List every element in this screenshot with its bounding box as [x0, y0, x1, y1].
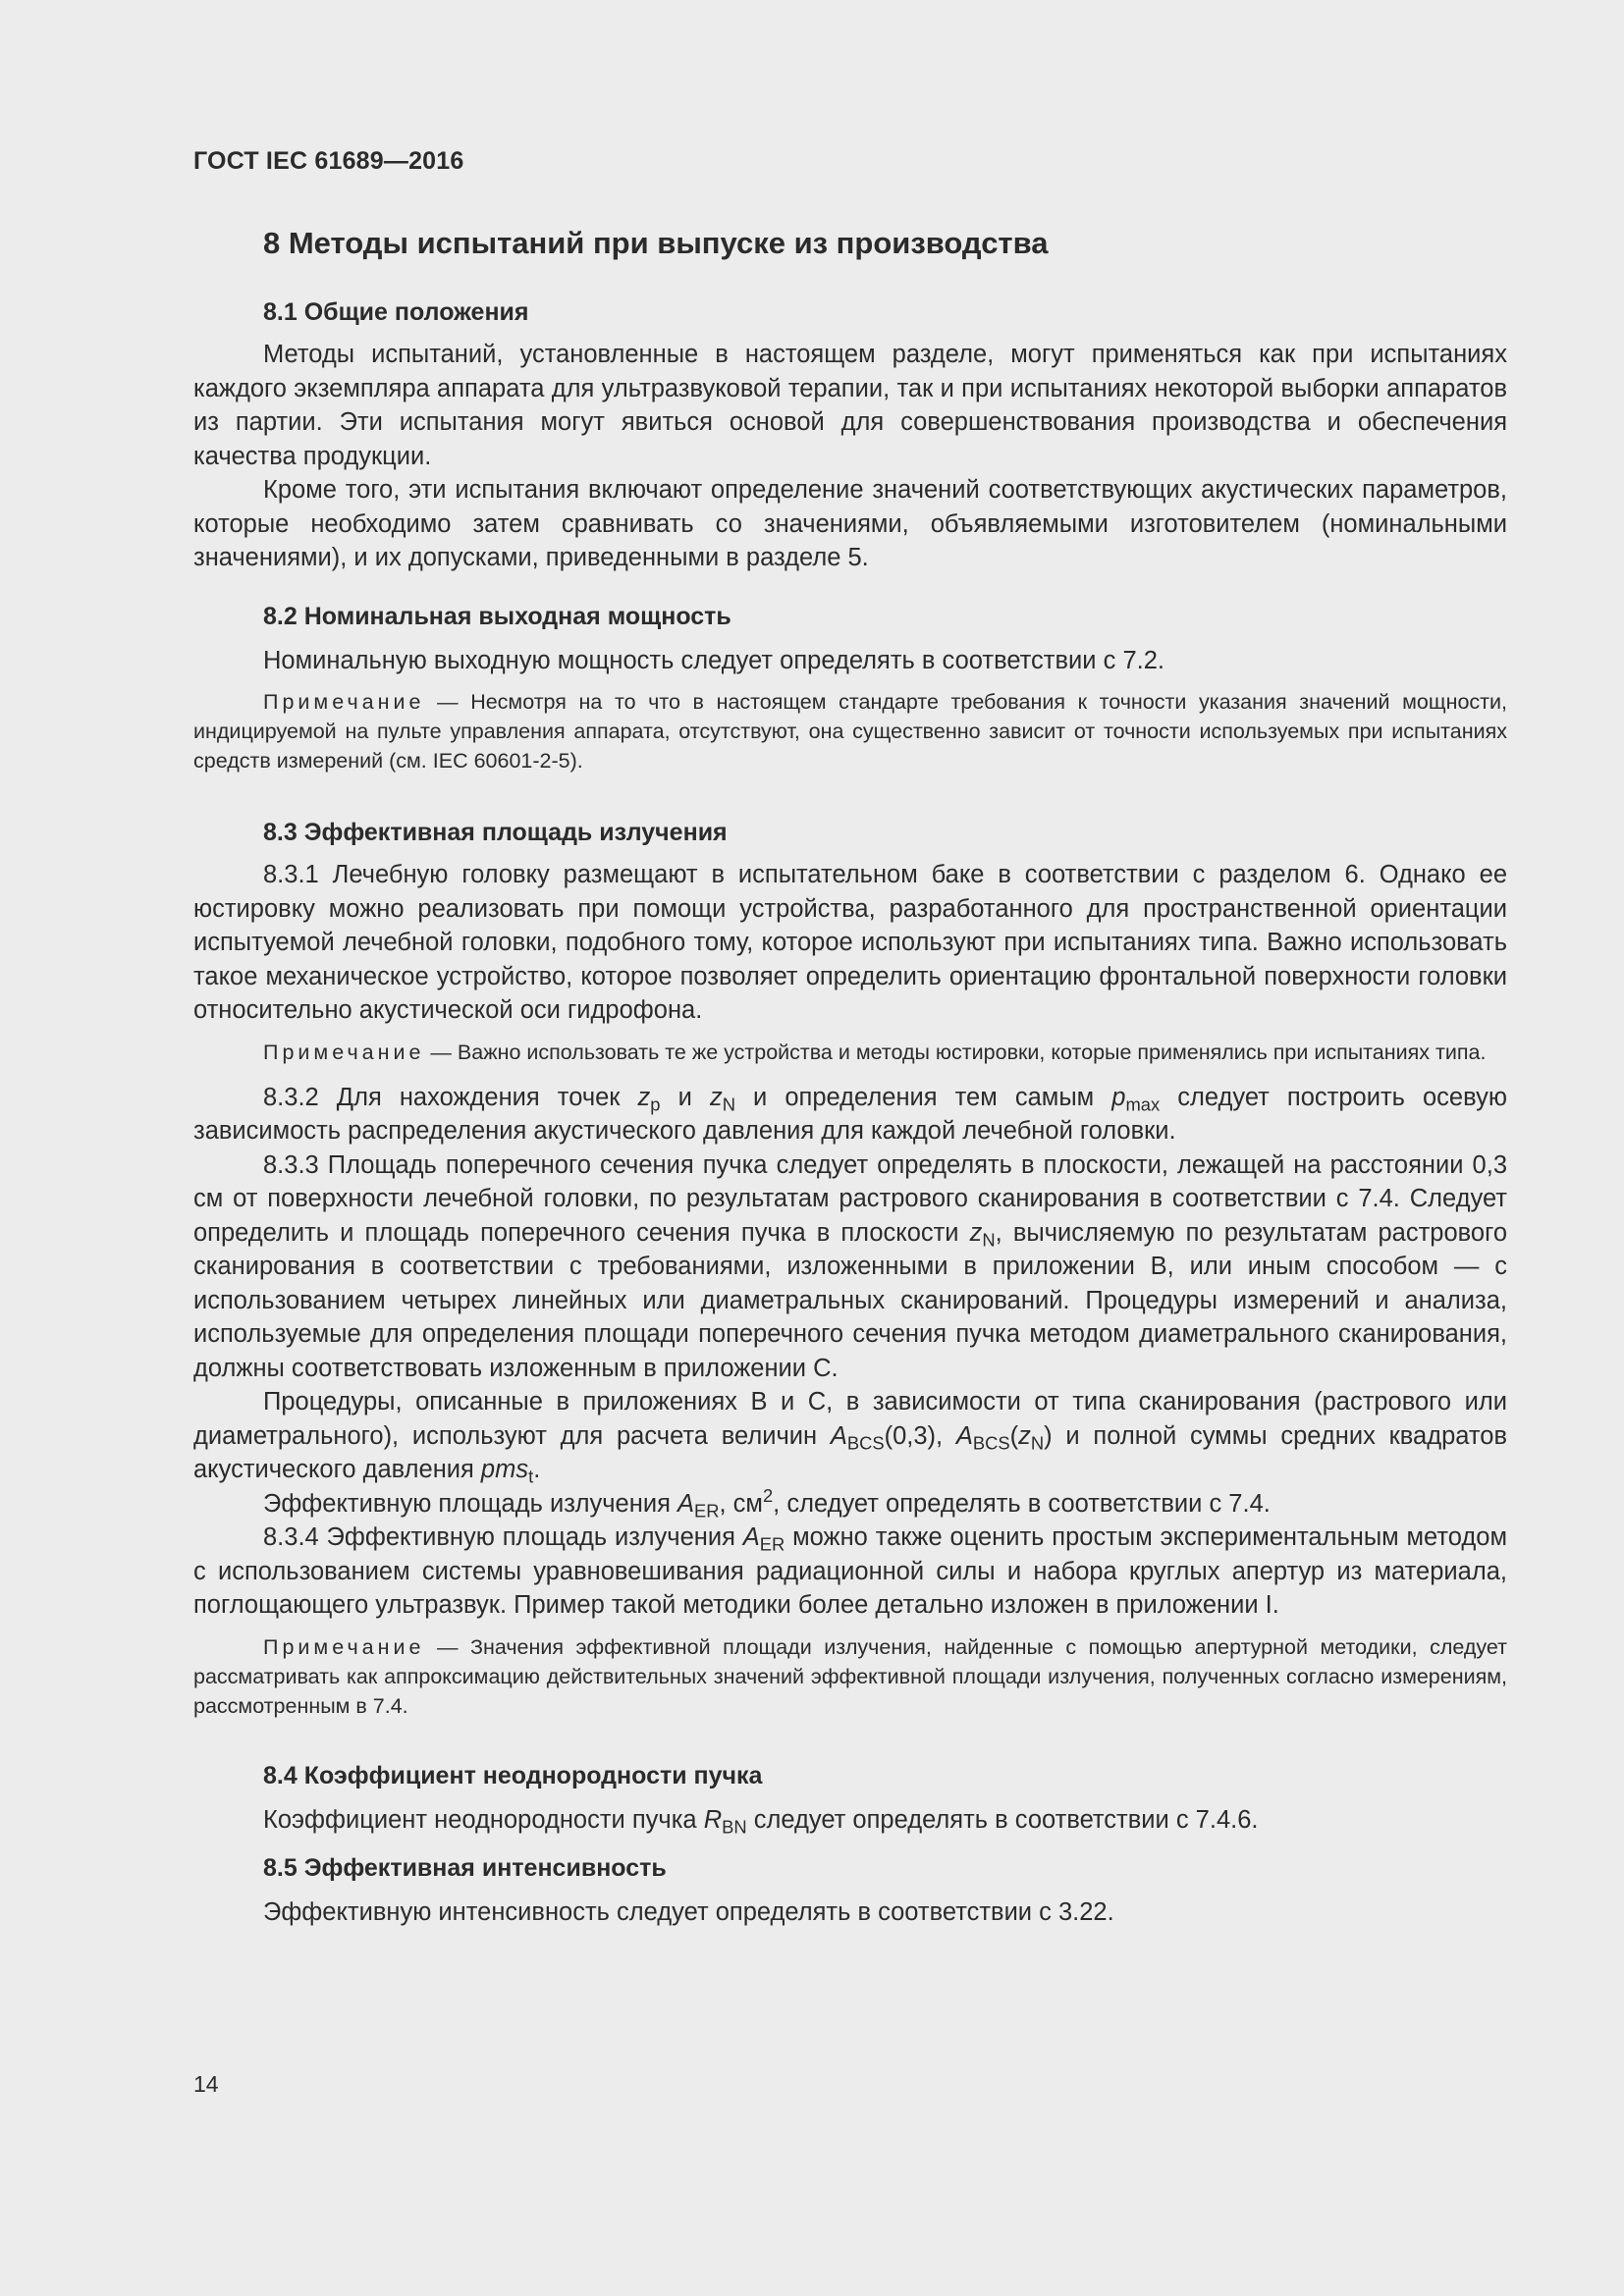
- section-8-3-note-2: [193, 1632, 1507, 1721]
- section-8-3-3-paragraph-3: Эффективную площадь излучения $A_{ER}$, $см^2$, следует определять в соответствии с 7.4.: [263, 1484, 1271, 1521]
- note-text: — Несмотря на то что в настоящем стандарте требования к точности указания значений мощности, индицируемой на пульте управления аппарата, отсутствуют, она существенно зависит от точности используемых при испытаниях средств измерений (см. IEC 60601-2-5).: [193, 690, 1507, 773]
- note-text: — Значения эффективной площади излучения, найденные с помощью апертурной методики, следует рассматривать как аппроксимацию действительных значений эффективной площади излучения, полученных согласно измерениям, рассмотренным в 7.4.: [193, 1634, 1507, 1718]
- note-label: Примечание: [263, 690, 425, 714]
- section-8-1-title: 8.1 Общие положения: [263, 298, 529, 326]
- section-8-4-title: 8.4 Коэффициент неоднородности пучка: [263, 1761, 763, 1789]
- section-8-1-paragraph-1: Методы испытаний, установленные в настоящем разделе, могут применяться как при испытаниях каждого экземпляра аппарата для ультразвуковой терапии, так и при испытаниях некоторой выборки аппаратов из партии. Эти испытания могут явиться основой для совершенствования производства и обеспечения качества продукции.: [193, 341, 1507, 470]
- section-8-3-3-paragraph: 8.3.3 Площадь поперечного сечения пучка следует определять в плоскости, лежащей на расстоянии 0,3 см от поверхности лечебной головки, по результатам растрового сканирования в соответствии с 7.4. Следует определить и площадь поперечного сечения пучка в плоскости $z_N$, вычисляемую по результатам растрового сканирования в соответствии с требованиями, изложенными в приложении В, или иным способом — с использованием четырех линейных или диаметральных сканирований. Процедуры измерений и анализа, используемые для определения площади поперечного сечения пучка методом диаметрального сканирования, должны соответствовать изложенным в приложении С.: [193, 1150, 1507, 1382]
- section-8-3-3-paragraph-2: Процедуры, описанные в приложениях В и С, в зависимости от типа сканирования (растрового или диаметрального), используют для расчета величин $A_{BCS}(0,3)$, $A_{BCS}(z_N)$ и полной суммы средних квадратов акустического давления pms$_t$.: [193, 1388, 1507, 1487]
- section-8-5-title: 8.5 Эффективная интенсивность: [263, 1854, 667, 1882]
- page-content: [193, 218, 1507, 1930]
- section-8-2-title: 8.2 Номинальная выходная мощность: [263, 602, 731, 630]
- section-8-3-4-paragraph: 8.3.4 Эффективную площадь излучения $A_{ER}$ можно также оценить простым экспериментальным методом с использованием системы уравновешивания радиационной силы и набора круглых апертур из материала, поглощающего ультразвук. Пример такой методики более детально изложен в приложении I.: [193, 1523, 1507, 1619]
- note-text: — Важно использовать те же устройства и методы юстировки, которые применялись при испытаниях типа.: [424, 1040, 1487, 1064]
- section-8-4-paragraph: Коэффициент неоднородности пучка $R_{BN}$ следует определять в соответствии с 7.4.6.: [263, 1805, 1259, 1837]
- section-8-3-1-paragraph: 8.3.1 Лечебную головку размещают в испытательном баке в соответствии с разделом 6. Однако ее юстировку можно реализовать при помощи устройства, разработанного для пространственной ориентации испытуемой лечебной головки, подобного тому, которое используют при испытаниях типа. Важно использовать такое механическое устройство, которое позволяет определить ориентацию фронтальной поверхности головки относительно акустической оси гидрофона.: [193, 861, 1507, 1024]
- document-header: ГОСТ IEC 61689—2016: [193, 147, 464, 175]
- section-8-title: 8 Методы испытаний при выпуске из производства: [263, 226, 1049, 260]
- section-8-2-note: [193, 687, 1507, 775]
- section-8-1-paragraph-2: Кроме того, эти испытания включают определение значений соответствующих акустических параметров, которые необходимо затем сравнивать со значениями, объявляемыми изготовителем (номинальными значениями), и их допусками, приведенными в разделе 5.: [193, 476, 1507, 571]
- note-label: Примечание: [263, 1634, 425, 1659]
- section-8-2-paragraph-1: Номинальную выходную мощность следует определять в соответствии с 7.2.: [263, 646, 1164, 674]
- section-8-3-2-paragraph: 8.3.2 Для нахождения точек $z_p$ и $z_N$ и определения тем самым $p_{max}$ следует построить осевую зависимость распределения акустического давления для каждой лечебной головки.: [193, 1083, 1507, 1145]
- section-8-5-paragraph: Эффективную интенсивность следует определять в соответствии с 3.22.: [263, 1898, 1114, 1926]
- page-number: 14: [193, 2071, 219, 2097]
- note-label: Примечание: [263, 1040, 425, 1064]
- section-8-3-title: 8.3 Эффективная площадь излучения: [263, 819, 728, 846]
- section-8-3-note-1: [193, 1038, 1507, 1067]
